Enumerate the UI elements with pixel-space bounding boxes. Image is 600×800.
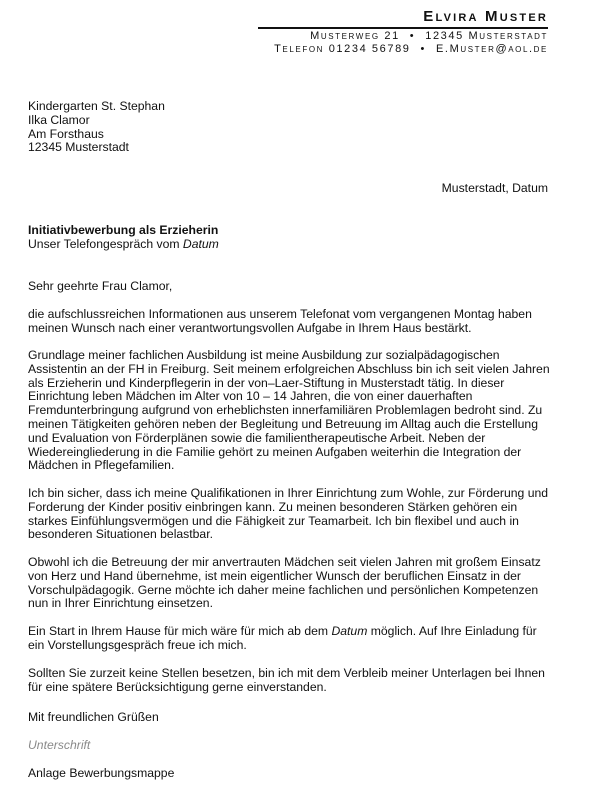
- salutation: Sehr geehrte Frau Clamor,: [28, 279, 173, 293]
- recipient-line: Kindergarten St. Stephan: [28, 99, 165, 113]
- recipient-line: Am Forsthaus: [28, 126, 104, 141]
- subject-subtitle-prefix: Unser Telefongespräch vom: [28, 236, 183, 251]
- paragraph-5-suffix: möglich. Auf Ihre Einladung für ein Vorstellungsgespräch freue ich mich.: [28, 624, 537, 652]
- sender-separator: •: [420, 43, 426, 55]
- header-rule: [258, 27, 548, 29]
- paragraph-6: Sollten Sie zurzeit keine Stellen besetzen, bin ich mit dem Verbleib meiner Unterlagen bei Ihnen für eine spätere Berücksichtigung gerne einverstanden.: [28, 666, 545, 694]
- place-date: Musterstadt, Datum: [441, 181, 548, 195]
- sender-city: 12345 Musterstadt: [425, 30, 548, 42]
- sender-contact-line: [274, 43, 548, 55]
- paragraph-4: Obwohl ich die Betreuung der mir anvertrauten Mädchen seit vielen Jahren mit großem Einsatz von Herz und Hand übernehme, ist mein eigentlicher Wunsch der beruflichen Einsatz in der Vorschulpädagogik. Gerne möchte ich daher meine fachlichen und persönlichen Kompetenzen nun in Ihrer Einrichtung einsetzen.: [28, 555, 541, 611]
- paragraph-2: Grundlage meiner fachlichen Ausbildung ist meine Ausbildung zur sozialpädagogischen Assistentin an der FH in Freiburg. Seit meinem erfolgreichen Abschluss bin ich seit vielen Jahren als Erzieherin und Kinderpflegerin in der von–Laer-Stiftung in Musterstadt tätig. In dieser Einrichtung leben Mädchen im Alter von 10 – 14 Jahren, die von einer dauerhaften Fremdunterbringung aufgrund von erheblichsten innerfamiliären Problemlagen bedroht sind. Zu meinen Tätigkeiten gehören neben der Begleitung und Betreuung im Alltag auch die Erstellung und Evaluation von Förderplänen sowie die familientherapeutische Arbeit. Neben der Wiedereingliederung in die Familie gehört zu meinen Aufgaben weiterhin die Integration der Mädchen in Pflegefamilien.: [28, 348, 550, 473]
- recipient-address: [28, 100, 550, 155]
- paragraph-3: Ich bin sicher, dass ich meine Qualifikationen in Ihrer Einrichtung zum Wohle, zur Förderung und Forderung der Kinder positiv einbringen kann. Zu meinen besonderen Stärken gehören ein starkes Einfühlungsvermögen und die Fähigkeit zur Teamarbeit. Ich bin flexibel und auch in besonderen Situationen belastbar.: [28, 486, 549, 542]
- subject-title: Initiativbewerbung als Erzieherin: [28, 223, 219, 237]
- paragraph-5: [28, 625, 550, 653]
- sender-email: E.Muster@aol.de: [435, 43, 548, 55]
- sender-name: Elvira Muster: [423, 8, 548, 25]
- recipient-line: Ilka Clamor: [28, 112, 90, 127]
- sender-phone: Telefon 01234 56789: [274, 43, 411, 55]
- paragraph-1: die aufschlussreichen Informationen aus unserem Telefonat vom vergangenen Montag haben meinen Wunsch nach einer verantwortungsvollen Aufgabe in Ihrem Haus bestärkt.: [28, 307, 532, 335]
- subject-block: [28, 224, 550, 252]
- sender-street: Musterweg 21: [310, 30, 400, 42]
- recipient-line: 12345 Musterstadt: [28, 140, 129, 155]
- attachment-note: Anlage Bewerbungsmappe: [28, 766, 175, 780]
- sender-address-line: [310, 30, 548, 42]
- signature: Unterschrift: [28, 738, 91, 752]
- paragraph-5-prefix: Ein Start in Ihrem Hause für mich wäre für mich ab dem: [28, 624, 332, 638]
- sender-separator: •: [409, 30, 416, 42]
- subject-subtitle-date: Datum: [182, 236, 219, 251]
- subject-subtitle: [28, 238, 550, 252]
- closing: Mit freundlichen Grüßen: [28, 710, 159, 724]
- paragraph-5-date: Datum: [331, 624, 368, 638]
